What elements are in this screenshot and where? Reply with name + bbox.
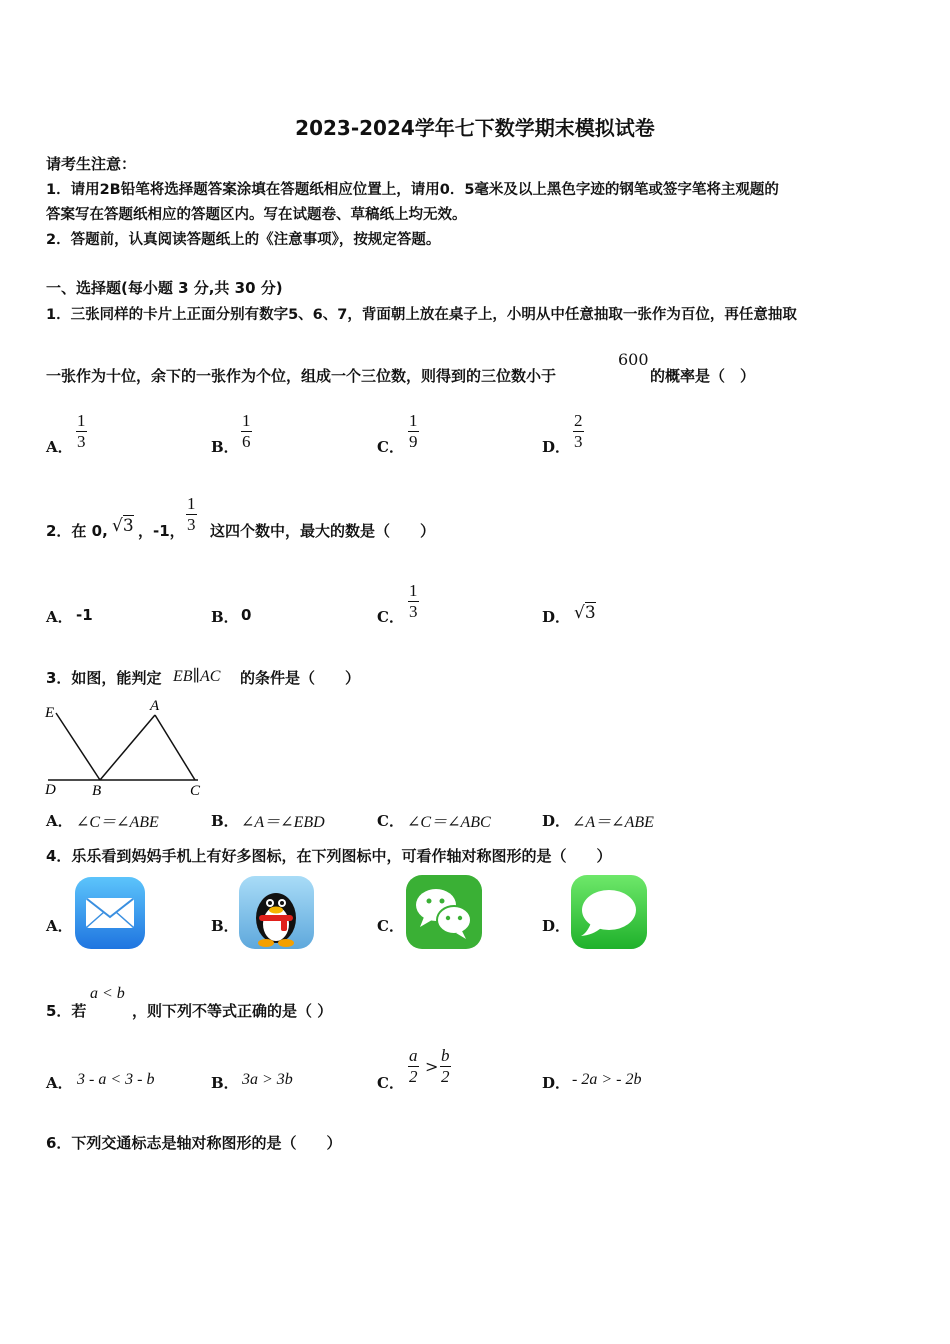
q4-option-c-label[interactable]: C． (377, 917, 404, 935)
q1-line2a: 一张作为十位，余下的一张作为个位，组成一个三位数，则得到的三位数小于 (46, 367, 557, 385)
q5-option-c-gt: > (425, 1057, 439, 1076)
q3-option-a-label[interactable]: A． (46, 812, 73, 830)
q3-prefix: 3．如图，能判定 (46, 669, 162, 687)
q2-option-d-sqrt[interactable]: √3 (574, 603, 596, 623)
q3-option-b-label[interactable]: B． (211, 812, 239, 830)
q3-option-a-text[interactable]: ∠C＝∠ABE (76, 814, 159, 831)
q2-option-d-label[interactable]: D． (542, 608, 571, 626)
q3-option-c-label[interactable]: C． (377, 812, 404, 830)
q1-option-a-label[interactable]: A． (46, 438, 73, 456)
q2-fraction: $\frac{1}{3}$ (187, 494, 196, 534)
q3-option-d-text[interactable]: ∠A＝∠ABE (572, 814, 654, 831)
q1-option-b-fraction[interactable]: $\frac{1}{6}$ (242, 411, 251, 451)
q2-middle: ，-1， (138, 522, 185, 540)
q1-number-600: 600 (618, 350, 649, 369)
q5-condition: a < b (90, 985, 125, 1002)
q2-prefix: 2．在 0, (46, 522, 108, 540)
q5-option-b-text[interactable]: 3a > 3b (242, 1071, 293, 1088)
q2-option-a-label[interactable]: A． (46, 608, 73, 626)
line-ba (100, 715, 155, 780)
page-title: 2023-2024学年七下数学期末模拟试卷 (295, 116, 655, 140)
q1-option-b-label[interactable]: B． (211, 438, 239, 456)
label-d: D (45, 782, 56, 798)
q2-option-b-label[interactable]: B． (211, 608, 239, 626)
q1-option-d-fraction[interactable]: $\frac{2}{3}$ (574, 411, 583, 451)
mail-icon[interactable] (75, 877, 145, 949)
q1-option-c-fraction[interactable]: $\frac{1}{9}$ (409, 411, 418, 451)
notice-line1a: 1．请用2B铅笔将选择题答案涂填在答题纸相应位置上，请用0．5毫米及以上黑色字迹的钢笔或签字笔将主观题的 (46, 182, 779, 198)
q1-line1: 1．三张同样的卡片上正面分别有数字5、6、7，背面朝上放在桌子上，小明从中任意抽取一张作为百位，再任意抽取 (46, 307, 797, 323)
label-b: B (92, 783, 102, 799)
q2-option-c-fraction[interactable]: $\frac{1}{3}$ (409, 581, 418, 621)
q5-option-b-label[interactable]: B． (211, 1074, 239, 1092)
line-eb (56, 713, 100, 780)
q3-option-c-text[interactable]: ∠C＝∠ABC (407, 814, 491, 831)
message-icon[interactable] (571, 875, 647, 949)
q1-option-a-fraction[interactable]: $\frac{1}{3}$ (77, 411, 86, 451)
q2-sqrt3: √3 (112, 516, 134, 536)
notice-line2: 2．答题前，认真阅读答题纸上的《注意事项》，按规定答题。 (46, 232, 441, 248)
q5-option-c-fraction-a[interactable]: $\frac{a}{2}$ (409, 1046, 418, 1086)
q3-option-b-text[interactable]: ∠A＝∠EBD (241, 814, 325, 831)
q1-option-d-label[interactable]: D． (542, 438, 571, 456)
q3-option-d-label[interactable]: D． (542, 812, 571, 830)
q2-suffix: 这四个数中，最大的数是（ ） (210, 522, 436, 540)
label-a: A (150, 698, 160, 714)
q4-option-a-label[interactable]: A． (46, 917, 73, 935)
q5-prefix: 5．若 (46, 1002, 87, 1020)
q5-option-a-text[interactable]: 3 - a < 3 - b (77, 1071, 155, 1088)
q1-line2b: 的概率是（ ） (650, 367, 756, 385)
q2-option-b-value[interactable]: 0 (241, 606, 252, 624)
q5-option-d-label[interactable]: D． (542, 1074, 571, 1092)
q2-option-c-label[interactable]: C． (377, 608, 404, 626)
penguin-icon[interactable] (239, 876, 314, 949)
wechat-icon[interactable] (406, 875, 482, 949)
q5-option-a-label[interactable]: A． (46, 1074, 73, 1092)
q4-text: 4．乐乐看到妈妈手机上有好多图标，在下列图标中，可看作轴对称图形的是（ ） (46, 847, 612, 865)
notice-heading: 请考生注意： (46, 155, 137, 173)
q3-suffix: 的条件是（ ） (240, 669, 361, 687)
q1-option-c-label[interactable]: C． (377, 438, 404, 456)
q4-option-d-label[interactable]: D． (542, 917, 571, 935)
q5-suffix: ，则下列不等式正确的是（ ） (132, 1002, 333, 1020)
q5-option-c-label[interactable]: C． (377, 1074, 404, 1092)
q2-option-a-value[interactable]: -1 (76, 606, 93, 624)
q6-text: 6．下列交通标志是轴对称图形的是（ ） (46, 1134, 342, 1152)
label-c: C (190, 783, 201, 799)
q3-condition: EB∥AC (173, 668, 221, 685)
notice-line1b: 答案写在答题纸相应的答题区内。写在试题卷、草稿纸上均无效。 (46, 207, 467, 223)
label-e: E (45, 705, 55, 721)
q5-option-c-fraction-b[interactable]: $\frac{b}{2}$ (441, 1046, 450, 1086)
section-heading: 一、选择题(每小题 3 分,共 30 分) (46, 279, 283, 297)
line-ac (155, 715, 195, 780)
q5-option-d-text[interactable]: - 2a > - 2b (572, 1071, 642, 1088)
q4-option-b-label[interactable]: B． (211, 917, 239, 935)
q3-figure (40, 695, 215, 800)
